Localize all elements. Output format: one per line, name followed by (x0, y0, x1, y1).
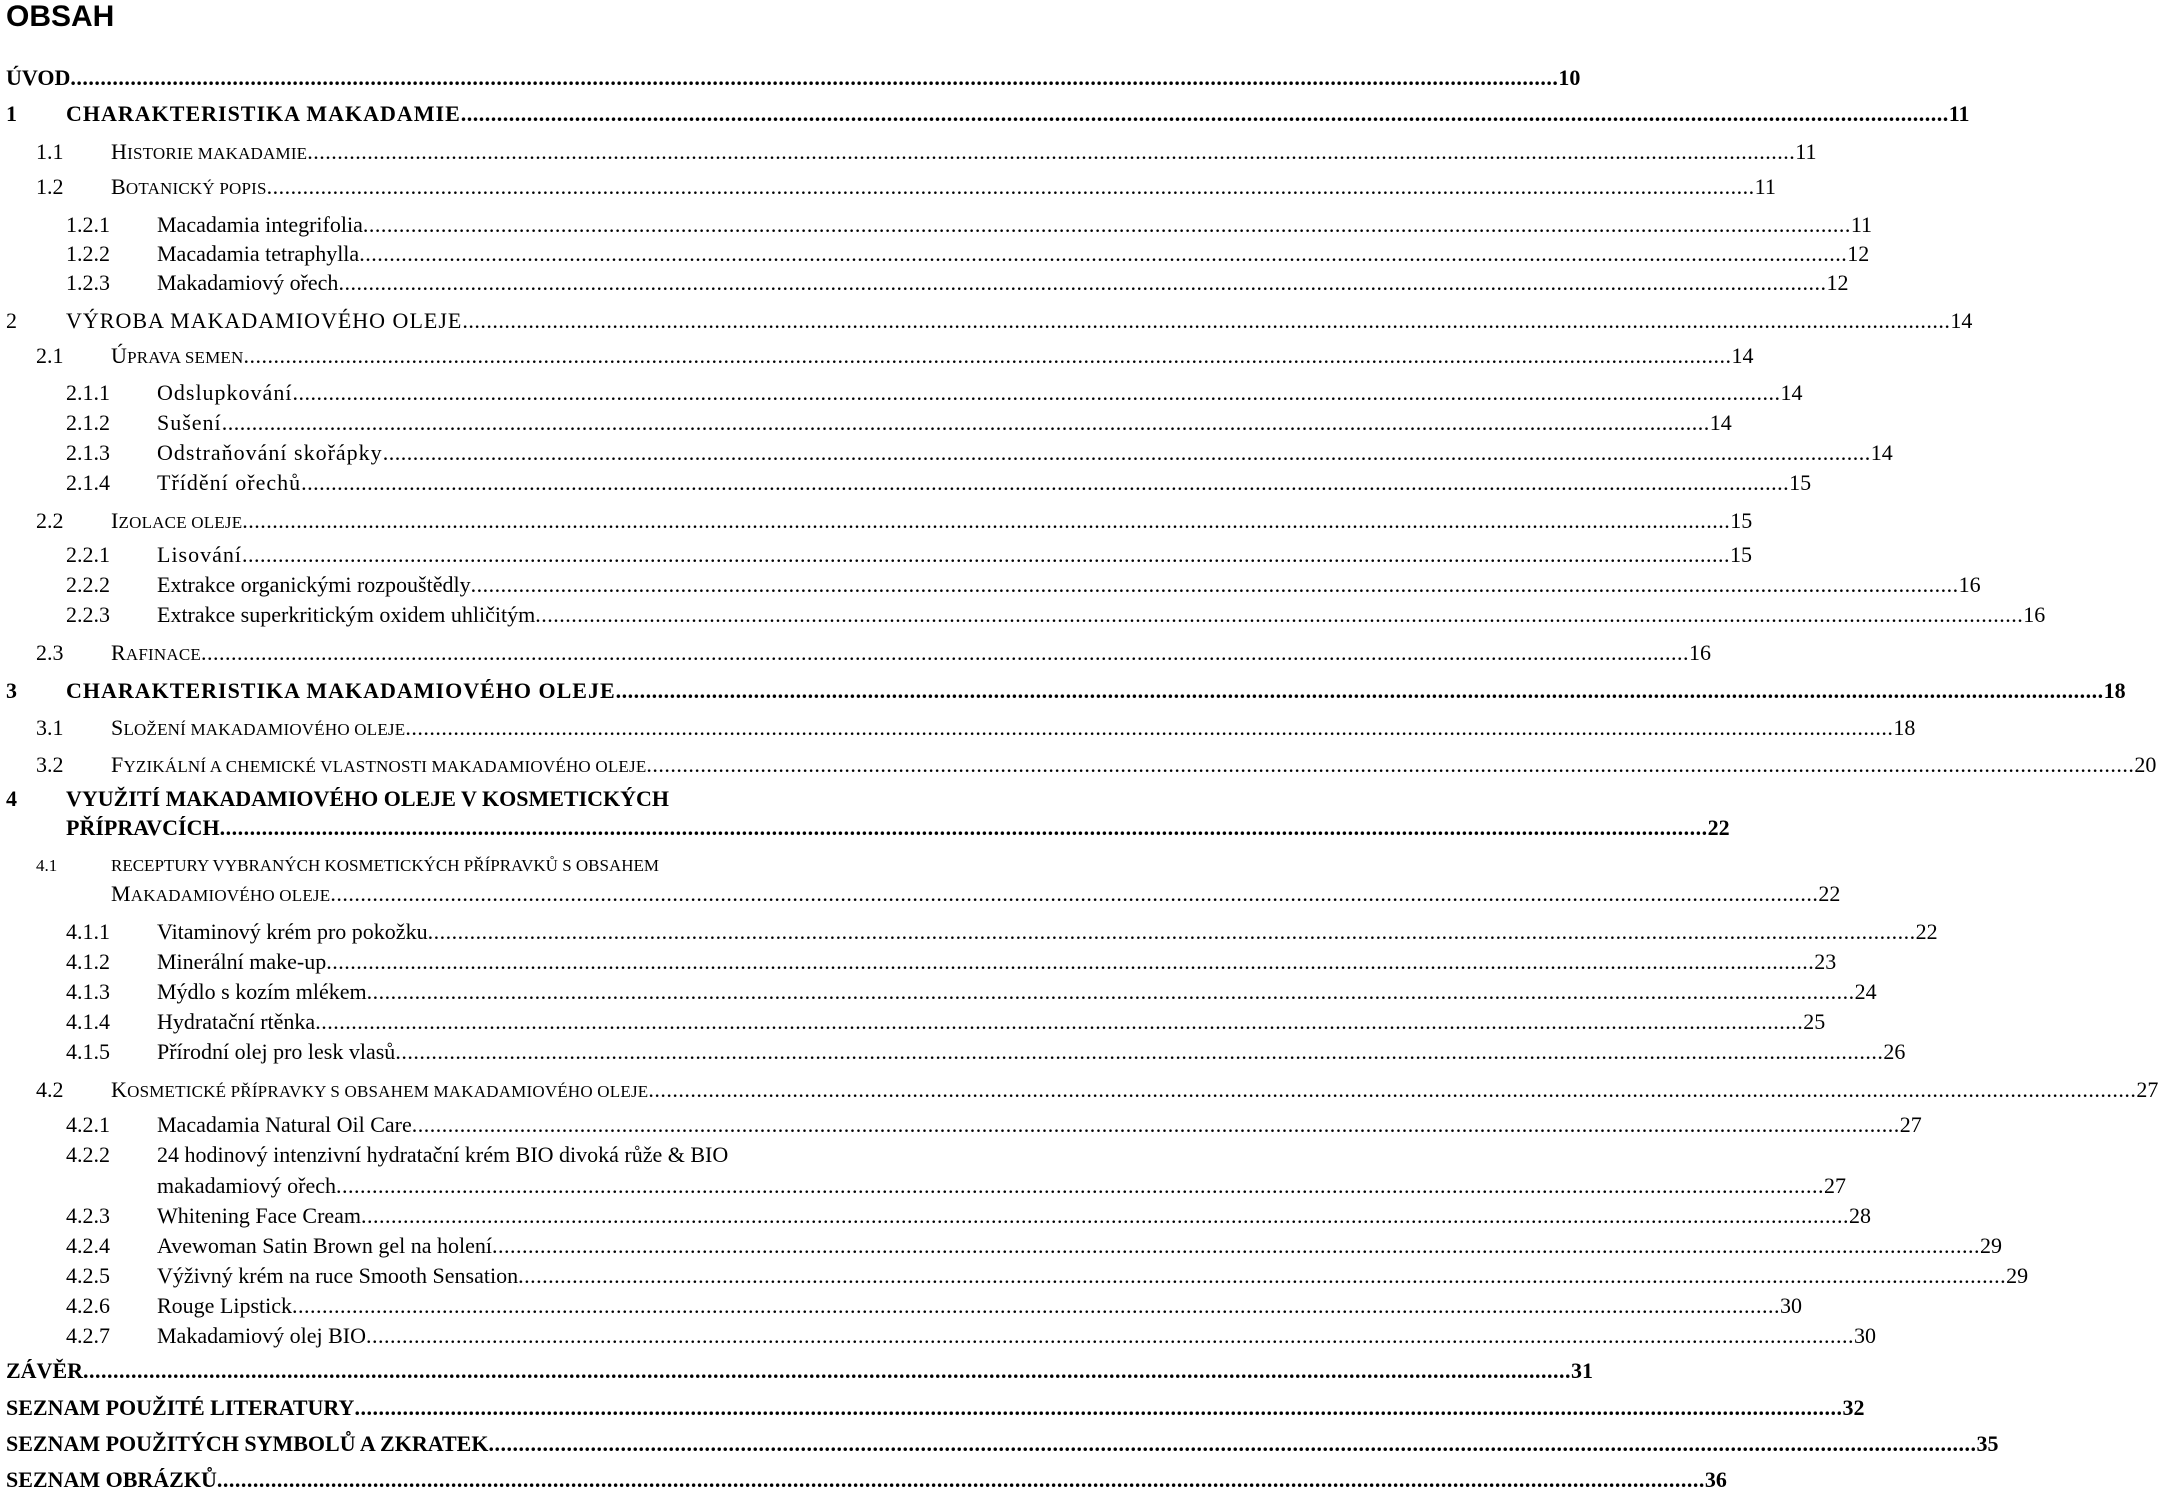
toc-entry-title: BOTANICKÝ POPIS (111, 174, 267, 199)
toc-entry[interactable] (66, 407, 1732, 439)
toc-entry-title: SLOŽENÍ MAKADAMIOVÉHO OLEJE (111, 715, 406, 740)
toc-entry-number: 2.1.4 (66, 470, 110, 495)
toc-page-number: 15 (1730, 542, 1752, 567)
toc-entry-number: 2 (6, 308, 17, 333)
toc-entry[interactable] (36, 1074, 2158, 1106)
toc-entry-title: CHARAKTERISTIKA MAKADAMIOVÉHO OLEJE (66, 678, 616, 703)
toc-dot-leader (315, 1006, 1803, 1038)
toc-page-number: 14 (1780, 380, 1803, 405)
toc-page-number: 23 (1814, 949, 1837, 974)
toc-entry[interactable] (36, 637, 1711, 669)
toc-entry-title: RECEPTURY VYBRANÝCH KOSMETICKÝCH PŘÍPRAVKŮ S OBSAHEM (111, 856, 660, 875)
toc-page-number: 29 (2006, 1263, 2029, 1288)
toc-dot-leader (405, 712, 1893, 744)
toc-entry[interactable] (66, 1109, 1922, 1141)
toc-page-number: 10 (1558, 65, 1581, 90)
toc-entry-number: 2.2.2 (66, 572, 110, 597)
toc-entry-title: Extrakce organickými rozpouštědly (157, 572, 471, 597)
toc-dot-leader (363, 209, 1851, 241)
toc-entry-title: Makadamiový olej BIO (157, 1323, 366, 1348)
toc-entry-number: 4.1.2 (66, 949, 110, 974)
toc-entry-title-continuation: MAKADAMIOVÉHO OLEJE (111, 881, 331, 906)
toc-entry-title: Macadamia tetraphylla (157, 241, 360, 266)
toc-entry[interactable] (36, 749, 2157, 781)
toc-entry-title: KOSMETICKÉ PŘÍPRAVKY S OBSAHEM MAKADAMIOVÉHO OLEJE (111, 1077, 649, 1102)
toc-page-number: 32 (1842, 1395, 1865, 1420)
toc-entry-title: RAFINACE (111, 640, 201, 665)
toc-dot-leader (83, 1355, 1571, 1387)
toc-entry[interactable] (66, 539, 1752, 571)
toc-entry-number: 4.2 (36, 1077, 64, 1102)
toc-dot-leader (648, 1074, 2136, 1106)
toc-dot-leader (201, 637, 1689, 669)
toc-page-number: 26 (1883, 1039, 1906, 1064)
toc-entry[interactable] (66, 976, 1877, 1008)
toc-dot-leader (307, 136, 1795, 168)
toc-entry[interactable] (36, 340, 1754, 372)
toc-dot-leader (366, 1320, 1854, 1352)
toc-entry-number: 1.2.3 (66, 270, 110, 295)
toc-entry-title: Vitaminový krém pro pokožku (157, 919, 428, 944)
toc-entry[interactable] (66, 1230, 2003, 1262)
toc-dot-leader (359, 238, 1847, 270)
toc-entry-title: SEZNAM OBRÁZKŮ (6, 1467, 217, 1492)
toc-dot-leader (222, 407, 1710, 439)
toc-page-number: 15 (1789, 470, 1812, 495)
toc-entry-title: VÝROBA MAKADAMIOVÉHO OLEJE (66, 308, 463, 333)
toc-entry-title: Rouge Lipstick (157, 1293, 293, 1318)
toc-dot-leader (461, 98, 1949, 130)
toc-entry-title: ÚVOD (6, 65, 71, 90)
toc-entry-number: 4.1.3 (66, 979, 110, 1004)
toc-entry-number: 4.1.4 (66, 1009, 110, 1034)
toc-dot-leader (242, 539, 1730, 571)
toc-page-number: 31 (1571, 1358, 1594, 1383)
toc-entry-title: Třídění ořechů (157, 470, 302, 495)
toc-entry[interactable] (66, 238, 1870, 270)
toc-dot-leader (292, 1290, 1780, 1322)
toc-page-number: 16 (1958, 572, 1981, 597)
toc-dot-leader (535, 599, 2023, 631)
toc-dot-leader (462, 305, 1950, 337)
toc-entry-title: FYZIKÁLNÍ A CHEMICKÉ VLASTNOSTI MAKADAMIOVÉHO OLEJE (111, 752, 647, 777)
toc-page-number: 22 (1915, 919, 1938, 944)
toc-page-number: 11 (1795, 139, 1817, 164)
toc-page-number: 15 (1730, 508, 1753, 533)
toc-entry-title: 24 hodinový intenzivní hydratační krém BIO divoká růže & BIO (157, 1142, 729, 1167)
toc-entry-number: 4 (6, 786, 17, 811)
toc-entry-number: 4.2.7 (66, 1323, 110, 1348)
toc-entry-number: 4.1.5 (66, 1039, 110, 1064)
toc-dot-leader (412, 1109, 1900, 1141)
toc-entry-title: IZOLACE OLEJE (111, 508, 243, 533)
toc-dot-leader (367, 976, 1855, 1008)
toc-page-number: 27 (1824, 1173, 1846, 1198)
toc-entry[interactable] (66, 209, 1873, 241)
toc-page-number: 18 (2103, 678, 2126, 703)
toc-page-number: 28 (1849, 1203, 1872, 1228)
toc-entry[interactable] (66, 467, 1812, 499)
toc-entry-title-continuation: PŘÍPRAVCÍCH (66, 815, 220, 840)
toc-entry[interactable] (66, 1036, 1906, 1068)
toc-entry[interactable] (6, 305, 1973, 337)
toc-entry[interactable] (66, 812, 1730, 844)
toc-entry-title: Výživný krém na ruce Smooth Sensation (157, 1263, 519, 1288)
toc-dot-leader (646, 749, 2134, 781)
toc-dot-leader (338, 267, 1826, 299)
toc-dot-leader (217, 1464, 1705, 1496)
toc-entry-title: ZÁVĚR (6, 1358, 84, 1383)
toc-title: OBSAH (6, 0, 115, 33)
toc-page-number: 14 (1709, 410, 1732, 435)
toc-entry[interactable] (66, 599, 2046, 631)
toc-page-number: 11 (1754, 174, 1776, 199)
toc-entry[interactable] (6, 1464, 1727, 1496)
toc-dot-leader (616, 675, 2104, 707)
toc-entry-title: Odslupkování (157, 380, 293, 405)
toc-dot-leader (383, 437, 1871, 469)
toc-entry-number: 4.2.6 (66, 1293, 110, 1318)
toc-dot-leader (336, 1170, 1824, 1202)
toc-entry-title-line (6, 783, 669, 815)
toc-entry-number: 2.1.1 (66, 380, 110, 405)
toc-entry-number: 4.2.5 (66, 1263, 110, 1288)
toc-entry-title: Makadamiový ořech (157, 270, 339, 295)
toc-entry[interactable] (66, 267, 1849, 299)
toc-entry-title: Hydratační rtěnka (157, 1009, 316, 1034)
toc-entry[interactable] (66, 1260, 2029, 1292)
toc-entry-number: 3.2 (36, 752, 64, 777)
toc-page-number: 22 (1707, 815, 1730, 840)
toc-entry-title: HISTORIE MAKADAMIE (111, 139, 308, 164)
toc-entry-number: 2.3 (36, 640, 64, 665)
toc-page-number: 18 (1893, 715, 1916, 740)
toc-entry-title: Mýdlo s kozím mlékem (157, 979, 367, 1004)
toc-entry-title: VYUŽITÍ MAKADAMIOVÉHO OLEJE V KOSMETICKÝCH (66, 786, 670, 811)
toc-dot-leader (292, 377, 1780, 409)
toc-page-number: 30 (1780, 1293, 1803, 1318)
toc-dot-leader (330, 878, 1818, 910)
toc-entry-title: Minerální make-up (157, 949, 327, 974)
toc-page-number: 35 (1976, 1431, 1999, 1456)
toc-entry-title: Přírodní olej pro lesk vlasů (157, 1039, 396, 1064)
toc-page-number: 12 (1847, 241, 1870, 266)
toc-entry-title: SEZNAM POUŽITÝCH SYMBOLŮ A ZKRATEK (6, 1431, 489, 1456)
toc-entry[interactable] (66, 946, 1837, 978)
toc-page-number: 12 (1826, 270, 1849, 295)
toc-entry[interactable] (6, 1355, 1594, 1387)
toc-dot-leader (301, 467, 1789, 499)
toc-entry-number: 4.1 (36, 856, 58, 875)
toc-dot-leader (361, 1200, 1849, 1232)
toc-entry-number: 2.2.3 (66, 602, 110, 627)
toc-page-number: 27 (2136, 1077, 2158, 1102)
toc-page-number: 25 (1803, 1009, 1826, 1034)
toc-entry[interactable] (36, 171, 1776, 203)
toc-entry[interactable] (6, 675, 2126, 707)
toc-entry-title-continuation: makadamiový ořech (157, 1173, 336, 1198)
toc-entry-number: 3.1 (36, 715, 64, 740)
toc-entry[interactable] (36, 136, 1817, 168)
toc-entry-number: 4.2.1 (66, 1112, 110, 1137)
toc-entry[interactable] (66, 916, 1938, 948)
toc-entry-number: 4.2.3 (66, 1203, 110, 1228)
toc-dot-leader (518, 1260, 2006, 1292)
toc-entry[interactable] (157, 1170, 1846, 1202)
toc-entry-title: Lisování (157, 542, 242, 567)
toc-page-number: 14 (1731, 343, 1754, 368)
toc-entry[interactable] (111, 878, 1841, 910)
toc-entry[interactable] (6, 98, 1970, 130)
toc-entry-number: 3 (6, 678, 17, 703)
toc-entry[interactable] (66, 1006, 1826, 1038)
toc-entry-number: 2.2.1 (66, 542, 110, 567)
toc-dot-leader (326, 946, 1814, 978)
toc-page-number: 16 (2023, 602, 2046, 627)
toc-entry-number: 2.1 (36, 343, 64, 368)
toc-entry[interactable] (66, 377, 1803, 409)
toc-entry-title: Odstraňování skořápky (157, 440, 383, 465)
toc-entry[interactable] (66, 1290, 1803, 1322)
toc-dot-leader (354, 1392, 1842, 1424)
toc-entry-number: 1.2.1 (66, 212, 110, 237)
toc-entry-number: 1.1 (36, 139, 64, 164)
toc-page-number: 16 (1688, 640, 1711, 665)
toc-entry[interactable] (36, 505, 1753, 537)
toc-page-number: 27 (1899, 1112, 1922, 1137)
toc-page-number: 29 (1980, 1233, 2003, 1258)
toc-entry-title: Sušení (157, 410, 222, 435)
toc-entry[interactable] (66, 1200, 1872, 1232)
toc-dot-leader (267, 171, 1755, 203)
toc-dot-leader (70, 62, 1558, 94)
toc-entry-number: 2.2 (36, 508, 64, 533)
toc-dot-leader (243, 340, 1731, 372)
toc-entry-title: SEZNAM POUŽITÉ LITERATURY (6, 1395, 355, 1420)
toc-entry-title: Macadamia Natural Oil Care (157, 1112, 412, 1137)
toc-entry-number: 1.2.2 (66, 241, 110, 266)
toc-entry-number: 1 (6, 101, 17, 126)
toc-dot-leader (220, 812, 1708, 844)
toc-entry-title: Extrakce superkritickým oxidem uhličitým (157, 602, 536, 627)
toc-entry-title: Avewoman Satin Brown gel na holení (157, 1233, 493, 1258)
toc-entry[interactable] (66, 569, 1981, 601)
toc-entry-number: 4.1.1 (66, 919, 110, 944)
toc-entry-title: ÚPRAVA SEMEN (111, 343, 244, 368)
toc-entry-number: 2.1.3 (66, 440, 110, 465)
toc-page-number: 36 (1704, 1467, 1727, 1492)
toc-entry-title: Macadamia integrifolia (157, 212, 363, 237)
toc-entry-number: 4.2.4 (66, 1233, 110, 1258)
toc-entry[interactable] (66, 437, 1893, 469)
toc-entry-number: 4.2.2 (66, 1142, 110, 1167)
toc-dot-leader (471, 569, 1959, 601)
toc-entry[interactable] (36, 712, 1916, 744)
toc-entry-title: Whitening Face Cream (157, 1203, 362, 1228)
toc-page-number: 22 (1818, 881, 1841, 906)
toc-page-number: 20 (2134, 752, 2157, 777)
toc-entry[interactable] (6, 1428, 1999, 1460)
toc-dot-leader (242, 505, 1730, 537)
toc-entry[interactable] (6, 62, 1581, 94)
toc-entry-number: 1.2 (36, 174, 64, 199)
toc-page-number: 24 (1854, 979, 1877, 1004)
toc-entry[interactable] (6, 1392, 1865, 1424)
toc-entry-title-line (66, 1139, 728, 1171)
toc-page-number: 30 (1853, 1323, 1876, 1348)
toc-entry[interactable] (66, 1320, 1876, 1352)
toc-dot-leader (492, 1230, 1980, 1262)
toc-page-number: 11 (1850, 212, 1873, 237)
toc-entry-number: 2.1.2 (66, 410, 110, 435)
toc-dot-leader (488, 1428, 1976, 1460)
toc-dot-leader (428, 916, 1916, 948)
toc-page-number: 14 (1870, 440, 1893, 465)
toc-page-number: 14 (1950, 308, 1973, 333)
toc-page-number: 11 (1948, 101, 1970, 126)
toc-dot-leader (395, 1036, 1883, 1068)
toc-entry-title: CHARAKTERISTIKA MAKADAMIE (66, 101, 461, 126)
